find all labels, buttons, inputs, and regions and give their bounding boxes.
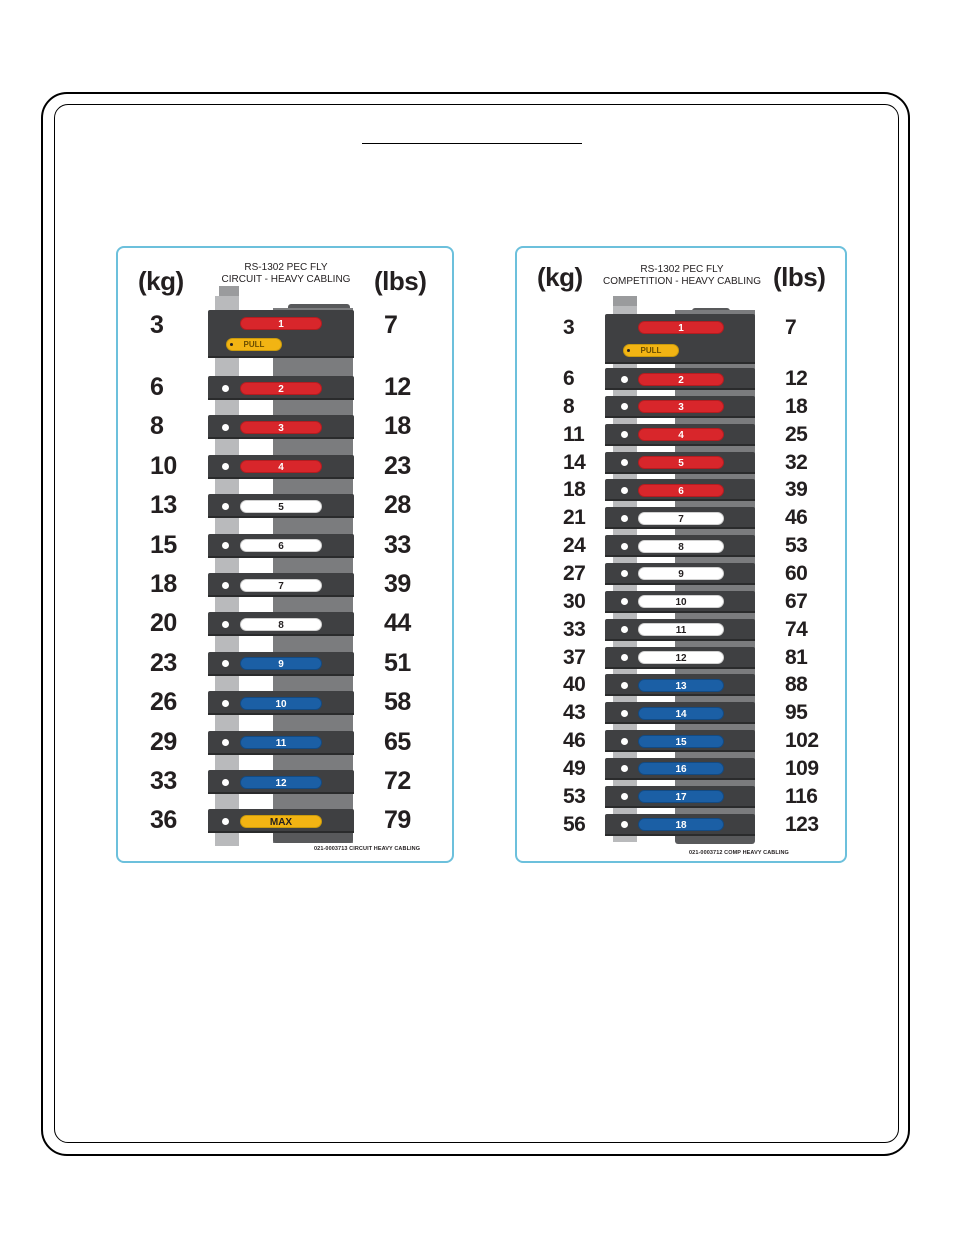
kg-value: 24 bbox=[563, 534, 586, 558]
pin-hole-icon bbox=[621, 710, 628, 717]
lbs-value: 7 bbox=[384, 311, 398, 339]
kg-header: (kg) bbox=[138, 266, 184, 296]
kg-value: 10 bbox=[150, 451, 177, 480]
pin-hole-icon bbox=[621, 654, 628, 661]
pin-hole-icon bbox=[621, 376, 628, 383]
plate-number-badge: 11 bbox=[240, 736, 322, 749]
kg-value: 37 bbox=[563, 645, 586, 669]
lbs-value: 39 bbox=[785, 478, 808, 502]
pull-pin-dot bbox=[230, 343, 233, 346]
lbs-value: 51 bbox=[384, 648, 411, 677]
lbs-value: 44 bbox=[384, 609, 411, 638]
pin-hole-icon bbox=[222, 385, 229, 392]
kg-value: 14 bbox=[563, 450, 586, 474]
decal-subtitle: COMPETITION - HEAVY CABLING bbox=[603, 276, 761, 287]
kg-value: 56 bbox=[563, 812, 586, 836]
kg-value: 23 bbox=[150, 648, 177, 677]
kg-value: 36 bbox=[150, 806, 177, 835]
kg-value: 3 bbox=[563, 316, 575, 339]
plate-number-badge: 18 bbox=[638, 818, 724, 831]
plate-number-badge: MAX bbox=[240, 815, 322, 828]
kg-value: 29 bbox=[150, 727, 177, 756]
plate-number-badge: 5 bbox=[638, 456, 724, 469]
lbs-value: 12 bbox=[384, 373, 411, 401]
weight-stack-decal-circuit bbox=[116, 246, 454, 863]
pull-pin-dot bbox=[627, 349, 630, 352]
kg-value: 43 bbox=[563, 701, 586, 725]
plate-number-badge: 16 bbox=[638, 762, 724, 775]
plate-number-badge: 1 bbox=[240, 317, 322, 330]
plate-number-badge: 2 bbox=[638, 373, 724, 386]
pin-hole-icon bbox=[222, 621, 229, 628]
kg-value: 30 bbox=[563, 589, 586, 613]
lbs-value: 88 bbox=[785, 673, 808, 697]
plate-number-badge: 6 bbox=[240, 539, 322, 552]
lbs-value: 123 bbox=[785, 812, 819, 836]
part-number: 021-0003712 COMP HEAVY CABLING bbox=[689, 850, 789, 856]
decal-model: RS-1302 PEC FLY bbox=[244, 262, 328, 273]
lbs-value: 12 bbox=[785, 367, 808, 390]
kg-value: 27 bbox=[563, 561, 586, 585]
part-number: 021-0003713 CIRCUIT HEAVY CABLING bbox=[314, 846, 421, 852]
kg-value: 18 bbox=[150, 570, 177, 598]
lbs-value: 32 bbox=[785, 450, 808, 474]
plate-number-badge: 6 bbox=[638, 484, 724, 497]
lbs-header: (lbs) bbox=[374, 266, 427, 296]
plate-number-badge: 5 bbox=[240, 500, 322, 513]
plate-number-badge: 2 bbox=[240, 382, 322, 395]
pin-hole-icon bbox=[222, 582, 229, 589]
pin-hole-icon bbox=[621, 459, 628, 466]
plate-number-badge: 14 bbox=[638, 707, 724, 720]
plate-number-badge: 7 bbox=[240, 579, 322, 592]
lbs-value: 39 bbox=[384, 570, 411, 598]
lbs-value: 58 bbox=[384, 688, 411, 717]
lbs-value: 23 bbox=[384, 451, 411, 480]
plate-number-badge: 12 bbox=[638, 651, 724, 664]
lbs-value: 74 bbox=[785, 617, 808, 641]
kg-value: 6 bbox=[563, 367, 575, 390]
lbs-value: 72 bbox=[384, 767, 411, 795]
lbs-value: 109 bbox=[785, 756, 819, 780]
lbs-value: 79 bbox=[384, 806, 411, 835]
plate-number-badge: 17 bbox=[638, 790, 724, 803]
kg-value: 8 bbox=[150, 412, 164, 441]
plate-number-badge: 10 bbox=[638, 595, 724, 608]
plate-number-badge: 13 bbox=[638, 679, 724, 692]
plate-number-badge: 9 bbox=[240, 657, 322, 670]
kg-value: 3 bbox=[150, 311, 164, 339]
kg-value: 33 bbox=[563, 617, 586, 641]
lbs-value: 18 bbox=[384, 412, 411, 441]
lbs-value: 7 bbox=[785, 316, 797, 339]
pull-pin-tag: PULL bbox=[226, 338, 282, 351]
plate-number-badge: 3 bbox=[638, 400, 724, 413]
plate-number-badge: 4 bbox=[240, 460, 322, 473]
kg-value: 21 bbox=[563, 506, 586, 530]
lbs-value: 116 bbox=[785, 784, 818, 808]
kg-value: 18 bbox=[563, 478, 586, 502]
kg-value: 20 bbox=[150, 609, 177, 638]
pin-hole-icon bbox=[222, 779, 229, 786]
decal-title bbox=[206, 262, 366, 286]
kg-value: 46 bbox=[563, 729, 586, 753]
plate-number-badge: 9 bbox=[638, 567, 724, 580]
plate-number-badge: 11 bbox=[638, 623, 724, 636]
lbs-value: 46 bbox=[785, 506, 808, 530]
plate-number-badge: 1 bbox=[638, 321, 724, 334]
lbs-value: 28 bbox=[384, 491, 411, 520]
lbs-value: 67 bbox=[785, 589, 808, 613]
lbs-value: 53 bbox=[785, 534, 808, 558]
pin-hole-icon bbox=[621, 682, 628, 689]
plate-number-badge: 10 bbox=[240, 697, 322, 710]
kg-value: 6 bbox=[150, 373, 164, 401]
kg-value: 33 bbox=[150, 767, 177, 795]
lbs-value: 65 bbox=[384, 727, 411, 756]
weight-stack-decal-competition bbox=[515, 246, 847, 863]
plate-number-badge: 12 bbox=[240, 776, 322, 789]
decal-subtitle: CIRCUIT - HEAVY CABLING bbox=[221, 274, 351, 285]
lbs-value: 81 bbox=[785, 645, 808, 669]
pin-hole-icon bbox=[222, 700, 229, 707]
pin-hole-icon bbox=[621, 515, 628, 522]
title-underline bbox=[362, 143, 582, 144]
kg-value: 13 bbox=[150, 491, 177, 520]
plate-number-badge: 15 bbox=[638, 735, 724, 748]
lbs-value: 95 bbox=[785, 701, 808, 725]
lbs-value: 102 bbox=[785, 729, 819, 753]
pin-hole-icon bbox=[621, 738, 628, 745]
kg-header: (kg) bbox=[537, 262, 583, 292]
lbs-header: (lbs) bbox=[773, 262, 826, 292]
kg-value: 26 bbox=[150, 688, 177, 717]
kg-value: 11 bbox=[563, 422, 585, 446]
decal-title bbox=[589, 264, 775, 288]
plate-number-badge: 8 bbox=[240, 618, 322, 631]
lbs-value: 18 bbox=[785, 394, 808, 418]
kg-value: 49 bbox=[563, 756, 586, 780]
pin-hole-icon bbox=[222, 424, 229, 431]
kg-value: 53 bbox=[563, 784, 586, 808]
plate-number-badge: 4 bbox=[638, 428, 724, 441]
lbs-value: 25 bbox=[785, 422, 808, 446]
plate-number-badge: 7 bbox=[638, 512, 724, 525]
pin-hole-icon bbox=[621, 543, 628, 550]
pull-pin-tag: PULL bbox=[623, 344, 679, 357]
kg-value: 40 bbox=[563, 673, 586, 697]
pin-hole-icon bbox=[222, 503, 229, 510]
plate-number-badge: 8 bbox=[638, 540, 724, 553]
plate-number-badge: 3 bbox=[240, 421, 322, 434]
decal-model: RS-1302 PEC FLY bbox=[640, 264, 724, 275]
lbs-value: 33 bbox=[384, 530, 411, 559]
kg-value: 15 bbox=[150, 530, 177, 559]
lbs-value: 60 bbox=[785, 561, 808, 585]
kg-value: 8 bbox=[563, 394, 575, 418]
pin-hole-icon bbox=[222, 818, 229, 825]
pin-hole-icon bbox=[621, 487, 628, 494]
